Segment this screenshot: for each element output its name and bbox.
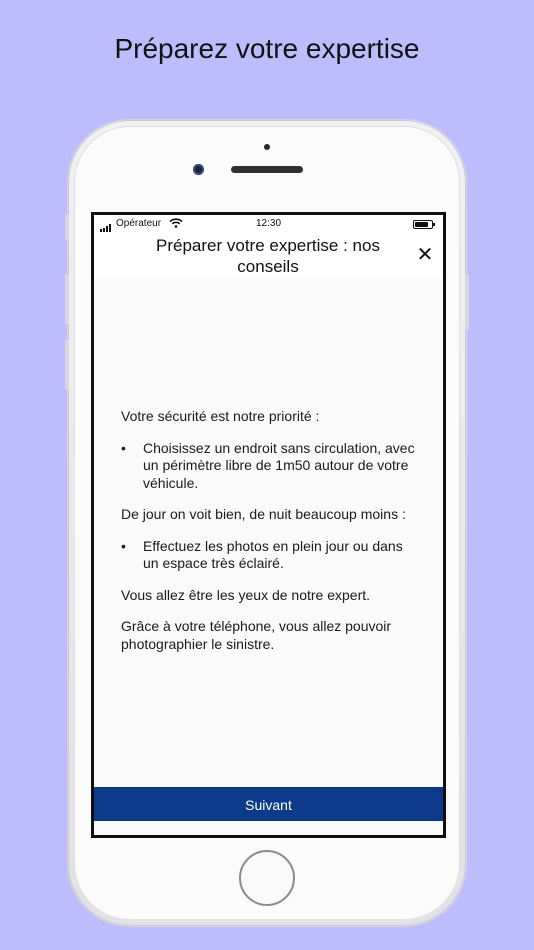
list-item: • Effectuez les photos en plein jour ou dans un espace très éclairé. bbox=[121, 538, 421, 573]
modal-title: Préparer votre expertise : nos conseils bbox=[156, 236, 380, 276]
phone-volume-down bbox=[65, 340, 69, 390]
light-list bbox=[121, 538, 421, 573]
home-button[interactable] bbox=[239, 850, 295, 906]
modal-header bbox=[94, 233, 443, 279]
front-camera bbox=[193, 164, 204, 175]
list-item: • Choisissez un endroit sans circulation, avec un périmètre libre de 1m50 autour de votre véhicule. bbox=[121, 440, 421, 493]
next-button[interactable]: Suivant bbox=[94, 787, 443, 821]
close-icon[interactable]: ✕ bbox=[416, 244, 434, 266]
page-headline: Préparez votre expertise bbox=[114, 33, 420, 64]
phone-silent-switch bbox=[65, 214, 69, 240]
battery-icon bbox=[413, 220, 433, 229]
safety-heading: Votre sécurité est notre priorité : bbox=[121, 408, 320, 424]
carrier-name: Opérateur bbox=[116, 218, 162, 229]
safety-list bbox=[121, 440, 421, 493]
phone-screen bbox=[91, 212, 446, 838]
phone-text: Grâce à votre téléphone, vous allez pouvoir photographier le sinistre. bbox=[121, 618, 392, 652]
status-bar bbox=[94, 215, 443, 233]
phone-power-button bbox=[465, 274, 469, 330]
eyes-text: Vous allez être les yeux de notre expert. bbox=[121, 586, 371, 603]
advice-content bbox=[121, 408, 421, 667]
earpiece-speaker bbox=[231, 166, 303, 173]
phone-volume-up bbox=[65, 274, 69, 324]
light-heading: De jour on voit bien, de nuit beaucoup moins : bbox=[121, 506, 406, 522]
proximity-sensor bbox=[264, 144, 270, 150]
status-time: 12:30 bbox=[255, 218, 282, 229]
